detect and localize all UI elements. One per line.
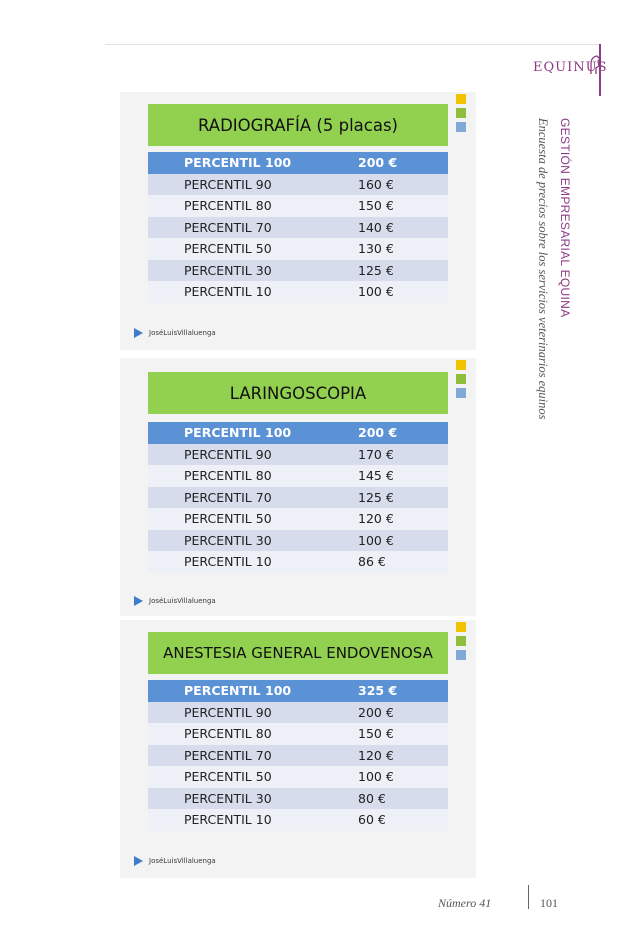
table-row xyxy=(148,152,448,174)
page-number: 101 xyxy=(540,896,558,910)
table-row xyxy=(148,444,448,466)
row-value: 140 € xyxy=(358,219,394,235)
row-label: PERCENTIL 80 xyxy=(184,468,272,484)
header-rule xyxy=(105,44,599,45)
logo-text: EQUINUS xyxy=(533,60,608,75)
table-row xyxy=(148,788,448,810)
row-value: 86 € xyxy=(358,554,386,570)
row-label: PERCENTIL 30 xyxy=(184,790,272,806)
table-row xyxy=(148,487,448,509)
row-value: 200 € xyxy=(358,425,398,441)
row-value: 170 € xyxy=(358,446,394,462)
table-row xyxy=(148,551,448,573)
percentile-table xyxy=(148,422,448,573)
table-title: LARINGOSCOPIA xyxy=(148,372,448,414)
green-square xyxy=(456,108,466,118)
blue-square xyxy=(456,122,466,132)
row-label: PERCENTIL 80 xyxy=(184,198,272,214)
table-panel-laringoscopia xyxy=(120,358,476,616)
yellow-square xyxy=(456,622,466,632)
row-value: 150 € xyxy=(358,198,394,214)
table-row xyxy=(148,174,448,196)
table-panel-anestesia xyxy=(120,620,476,878)
author-watermark xyxy=(134,596,216,606)
row-value: 150 € xyxy=(358,726,394,742)
row-label: PERCENTIL 70 xyxy=(184,489,272,505)
decor-squares xyxy=(456,360,466,402)
row-label: PERCENTIL 30 xyxy=(184,532,272,548)
table-row xyxy=(148,238,448,260)
play-arrow-icon xyxy=(134,856,143,866)
author-watermark xyxy=(134,856,216,866)
watermark-text: JoséLuisVillaluenga xyxy=(149,857,216,865)
table-row xyxy=(148,530,448,552)
row-value: 200 € xyxy=(358,155,398,171)
row-value: 125 € xyxy=(358,262,394,278)
row-label: PERCENTIL 100 xyxy=(184,425,292,441)
row-label: PERCENTIL 10 xyxy=(184,812,272,828)
table-row xyxy=(148,723,448,745)
row-label: PERCENTIL 90 xyxy=(184,176,272,192)
equinus-logo xyxy=(533,60,607,75)
table-row xyxy=(148,680,448,702)
yellow-square xyxy=(456,94,466,104)
row-label: PERCENTIL 100 xyxy=(184,683,292,699)
percentile-table xyxy=(148,152,448,303)
row-value: 100 € xyxy=(358,284,394,300)
row-value: 80 € xyxy=(358,790,386,806)
issue-number: Número 41 xyxy=(438,896,492,910)
table-row xyxy=(148,809,448,831)
row-value: 60 € xyxy=(358,812,386,828)
blue-square xyxy=(456,650,466,660)
section-subtitle: Encuesta de precios sobre los servicios veterinarios equinos xyxy=(536,118,550,420)
decor-squares xyxy=(456,622,466,664)
footer-divider xyxy=(528,885,529,909)
row-label: PERCENTIL 70 xyxy=(184,747,272,763)
row-label: PERCENTIL 100 xyxy=(184,155,292,171)
row-label: PERCENTIL 50 xyxy=(184,241,272,257)
section-title: GESTIÓN EMPRESARIAL EQUINA xyxy=(558,118,572,318)
table-row xyxy=(148,745,448,767)
table-row xyxy=(148,195,448,217)
row-label: PERCENTIL 50 xyxy=(184,769,272,785)
table-row xyxy=(148,422,448,444)
row-value: 120 € xyxy=(358,747,394,763)
row-label: PERCENTIL 90 xyxy=(184,446,272,462)
row-value: 120 € xyxy=(358,511,394,527)
row-label: PERCENTIL 10 xyxy=(184,284,272,300)
yellow-square xyxy=(456,360,466,370)
table-row xyxy=(148,260,448,282)
row-label: PERCENTIL 90 xyxy=(184,704,272,720)
row-value: 100 € xyxy=(358,532,394,548)
green-square xyxy=(456,374,466,384)
blue-square xyxy=(456,388,466,398)
watermark-text: JoséLuisVillaluenga xyxy=(149,329,216,337)
table-row xyxy=(148,465,448,487)
table-row xyxy=(148,702,448,724)
row-value: 100 € xyxy=(358,769,394,785)
play-arrow-icon xyxy=(134,328,143,338)
table-title: ANESTESIA GENERAL ENDOVENOSA xyxy=(148,632,448,674)
table-row xyxy=(148,766,448,788)
green-square xyxy=(456,636,466,646)
row-value: 200 € xyxy=(358,704,394,720)
row-label: PERCENTIL 80 xyxy=(184,726,272,742)
row-label: PERCENTIL 50 xyxy=(184,511,272,527)
row-value: 325 € xyxy=(358,683,398,699)
row-value: 160 € xyxy=(358,176,394,192)
row-value: 130 € xyxy=(358,241,394,257)
horse-head-icon xyxy=(588,54,602,76)
row-label: PERCENTIL 70 xyxy=(184,219,272,235)
play-arrow-icon xyxy=(134,596,143,606)
table-panel-radiografia xyxy=(120,92,476,350)
table-row xyxy=(148,281,448,303)
decor-squares xyxy=(456,94,466,136)
author-watermark xyxy=(134,328,216,338)
row-value: 125 € xyxy=(358,489,394,505)
table-row xyxy=(148,217,448,239)
row-value: 145 € xyxy=(358,468,394,484)
table-title: RADIOGRAFÍA (5 placas) xyxy=(148,104,448,146)
row-label: PERCENTIL 30 xyxy=(184,262,272,278)
row-label: PERCENTIL 10 xyxy=(184,554,272,570)
table-row xyxy=(148,508,448,530)
percentile-table xyxy=(148,680,448,831)
watermark-text: JoséLuisVillaluenga xyxy=(149,597,216,605)
